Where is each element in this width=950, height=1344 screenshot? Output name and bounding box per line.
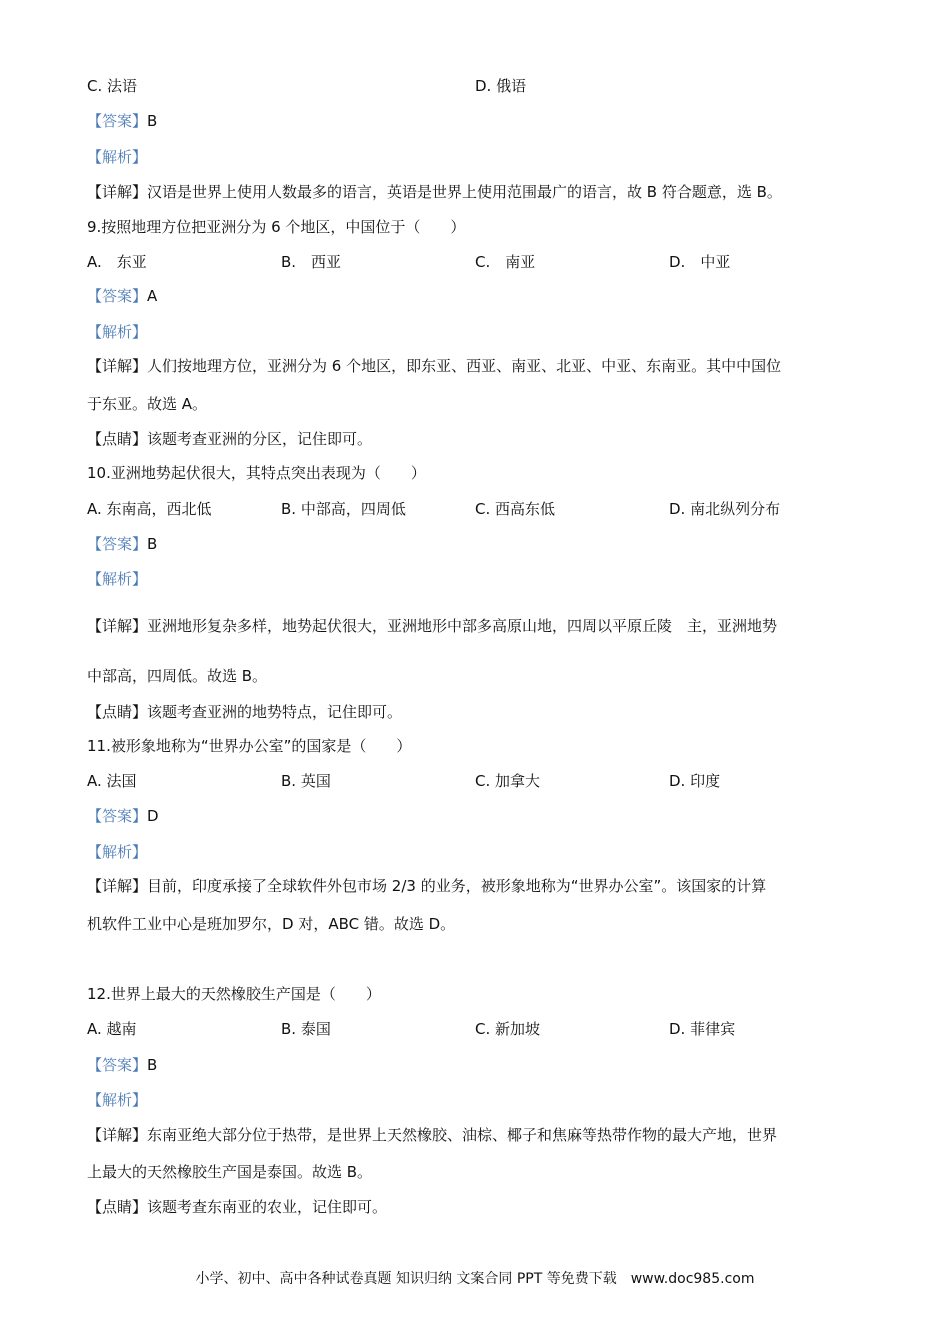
q12-option-c: C. 新加坡 — [475, 1020, 541, 1038]
q9-detail-line-1 — [87, 356, 781, 376]
q8-option-c: C. 法语 — [87, 77, 138, 95]
detail-tag: 【详解】 — [87, 357, 148, 375]
detail-text: 人们按地理方位，亚洲分为 6 个地区，即东亚、西亚、南亚、北亚、中亚、东南亚。其中中国位 — [147, 357, 782, 375]
answer-value: B — [147, 1056, 158, 1074]
q11-question: 11.被形象地称为“世界办公室”的国家是（ ） — [87, 737, 412, 755]
detail-tag: 【详解】 — [87, 1126, 148, 1144]
comment-text: 该题考查东南亚的农业，记住即可。 — [147, 1198, 388, 1216]
q10-option-d: D. 南北纵列分布 — [669, 500, 781, 518]
comment-tag: 【点睛】 — [87, 1198, 148, 1216]
q10-question: 10.亚洲地势起伏很大，其特点突出表现为（ ） — [87, 464, 426, 482]
q10-option-c: C. 西高东低 — [475, 500, 556, 518]
q10-detail-line-2: 中部高，四周低。故选 B。 — [87, 667, 268, 685]
detail-tag: 【详解】 — [87, 183, 148, 201]
q11-analysis-tag: 【解析】 — [87, 843, 148, 861]
comment-text: 该题考查亚洲的分区，记住即可。 — [147, 430, 373, 448]
q12-detail-line-2: 上最大的天然橡胶生产国是泰国。故选 B。 — [87, 1163, 373, 1181]
detail-tag: 【详解】 — [87, 617, 148, 635]
q11-option-a: A. 法国 — [87, 772, 137, 790]
q8-analysis-tag: 【解析】 — [87, 148, 148, 166]
detail-tag: 【详解】 — [87, 877, 148, 895]
q11-option-b: B. 英国 — [281, 772, 331, 790]
q10-detail-line-1 — [87, 616, 777, 636]
answer-tag: 【答案】 — [87, 112, 148, 130]
q9-option-d: D. 中亚 — [669, 253, 731, 271]
answer-value: B — [147, 535, 158, 553]
q8-answer — [87, 111, 157, 131]
answer-tag: 【答案】 — [87, 807, 148, 825]
q10-answer — [87, 534, 157, 554]
q11-detail-line-2: 机软件工业中心是班加罗尔，D 对，ABC 错。故选 D。 — [87, 915, 456, 933]
answer-value: B — [147, 112, 158, 130]
q9-option-b: B. 西亚 — [281, 253, 342, 271]
answer-value: D — [147, 807, 159, 825]
detail-text: 汉语是世界上使用人数最多的语言，英语是世界上使用范围最广的语言，故 B 符合题意，选 B。 — [147, 183, 782, 201]
q12-option-a: A. 越南 — [87, 1020, 137, 1038]
q12-option-b: B. 泰国 — [281, 1020, 331, 1038]
comment-tag: 【点睛】 — [87, 703, 148, 721]
q8-option-d: D. 俄语 — [475, 77, 527, 95]
q10-option-a: A. 东南高，西北低 — [87, 500, 212, 518]
answer-tag: 【答案】 — [87, 287, 148, 305]
q11-answer — [87, 806, 159, 826]
comment-tag: 【点睛】 — [87, 430, 148, 448]
q9-option-a: A. 东亚 — [87, 253, 147, 271]
q9-analysis-tag: 【解析】 — [87, 323, 148, 341]
q12-analysis-tag: 【解析】 — [87, 1091, 148, 1109]
q11-option-d: D. 印度 — [669, 772, 721, 790]
detail-text: 东南亚绝大部分位于热带，是世界上天然橡胶、油棕、椰子和焦麻等热带作物的最大产地，世界 — [147, 1126, 778, 1144]
q11-option-c: C. 加拿大 — [475, 772, 541, 790]
q11-detail-line-1 — [87, 876, 766, 896]
q9-comment — [87, 429, 372, 449]
answer-tag: 【答案】 — [87, 1056, 148, 1074]
answer-value: A — [147, 287, 158, 305]
q12-comment — [87, 1197, 387, 1217]
page-footer: 小学、初中、高中各种试卷真题 知识归纳 文案合同 PPT 等免费下载 www.doc985.com — [195, 1271, 755, 1287]
q9-answer — [87, 286, 157, 306]
comment-text: 该题考查亚洲的地势特点，记住即可。 — [147, 703, 403, 721]
q12-answer — [87, 1055, 157, 1075]
detail-text: 目前，印度承接了全球软件外包市场 2/3 的业务，被形象地称为“世界办公室”。该国家的计算 — [147, 877, 767, 895]
q8-detail — [87, 182, 782, 202]
q9-question: 9.按照地理方位把亚洲分为 6 个地区，中国位于（ ） — [87, 218, 466, 236]
q12-question: 12.世界上最大的天然橡胶生产国是（ ） — [87, 985, 381, 1003]
q12-option-d: D. 菲律宾 — [669, 1020, 736, 1038]
q10-comment — [87, 702, 402, 722]
q12-detail-line-1 — [87, 1125, 777, 1145]
detail-text: 亚洲地形复杂多样，地势起伏很大，亚洲地形中部多高原山地，四周以平原丘陵 主，亚洲地势 — [147, 617, 778, 635]
answer-tag: 【答案】 — [87, 535, 148, 553]
q9-option-c: C. 南亚 — [475, 253, 536, 271]
q10-analysis-tag: 【解析】 — [87, 570, 148, 588]
q9-detail-line-2: 于东亚。故选 A。 — [87, 395, 208, 413]
q10-option-b: B. 中部高，四周低 — [281, 500, 406, 518]
